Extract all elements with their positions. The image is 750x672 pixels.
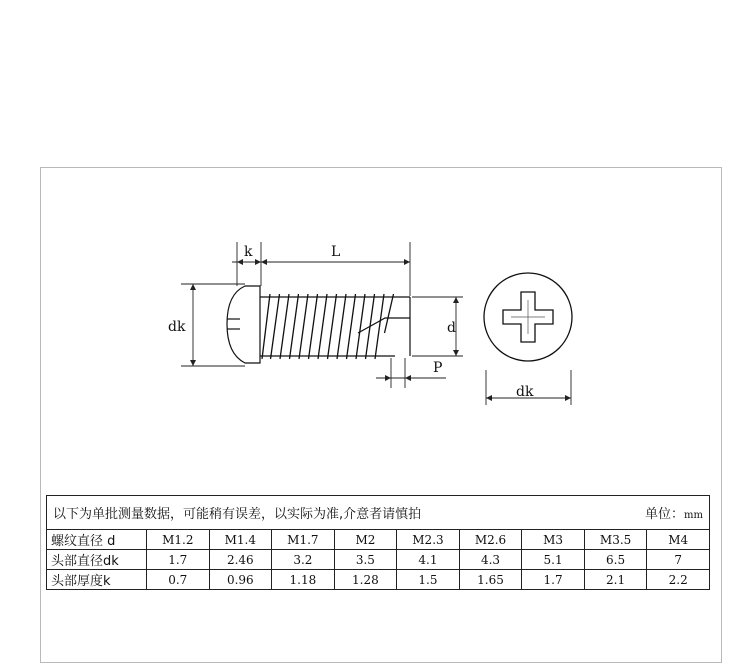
- thread-lines: [262, 294, 394, 359]
- table-cell: 1.5: [397, 570, 460, 590]
- thread-line: [375, 294, 384, 359]
- thread-line: [309, 294, 318, 359]
- table-cell: M3.5: [584, 530, 647, 550]
- table-row: [47, 570, 710, 590]
- table-cell: 1.7: [147, 550, 210, 570]
- thread-line: [337, 294, 346, 359]
- table-cell: 6.5: [584, 550, 647, 570]
- row-label: 头部直径dk: [47, 550, 147, 570]
- table-cell: 2.46: [209, 550, 272, 570]
- table-cell: 7: [647, 550, 710, 570]
- table-cell: 4.1: [397, 550, 460, 570]
- unit-label: 单位：mm: [645, 507, 703, 522]
- dimension-label-L: L: [331, 244, 341, 260]
- table-cell: 5.1: [522, 550, 585, 570]
- thread-line: [299, 294, 308, 359]
- dimension-label-dk-left: dk: [168, 319, 186, 335]
- measurement-note: 以下为单批测量数据，可能稍有误差，以实际为准,介意者请慎拍: [53, 507, 422, 522]
- table-cell: M2.6: [459, 530, 522, 550]
- thread-line: [290, 294, 299, 359]
- table-cell: 0.96: [209, 570, 272, 590]
- table-cell: 1.18: [272, 570, 335, 590]
- table-cell: M3: [522, 530, 585, 550]
- thread-line: [271, 294, 280, 359]
- table-cell: M1.2: [147, 530, 210, 550]
- thread-line: [385, 294, 394, 333]
- thread-line: [347, 294, 356, 359]
- table-cell: M2: [334, 530, 397, 550]
- thread-line: [280, 294, 289, 359]
- dimension-label-dk-right: dk: [516, 384, 534, 400]
- table-cell: M4: [647, 530, 710, 550]
- table-cell: 0.7: [147, 570, 210, 590]
- table-cell: 2.1: [584, 570, 647, 590]
- table-cell: 1.65: [459, 570, 522, 590]
- size-specification-table: [46, 495, 710, 590]
- thread-line: [318, 294, 327, 359]
- table-note-cell: [47, 496, 710, 530]
- table-cell: 1.7: [522, 570, 585, 590]
- thread-line: [356, 294, 365, 359]
- thread-line: [262, 294, 270, 359]
- thread-line: [366, 294, 375, 359]
- table-cell: M1.7: [272, 530, 335, 550]
- table-cell: M2.3: [397, 530, 460, 550]
- dimension-label-p: P: [433, 360, 443, 376]
- table-cell: M1.4: [209, 530, 272, 550]
- table-cell: 2.2: [647, 570, 710, 590]
- table-cell: 3.5: [334, 550, 397, 570]
- screw-head-outline: [227, 286, 260, 363]
- row-label: 头部厚度k: [47, 570, 147, 590]
- table-note-row: [47, 496, 710, 530]
- table-cell: 3.2: [272, 550, 335, 570]
- thread-cutaway: [358, 318, 410, 333]
- table-cell: 1.28: [334, 570, 397, 590]
- table-cell: 4.3: [459, 550, 522, 570]
- table-row: [47, 550, 710, 570]
- table-row: [47, 530, 710, 550]
- dimension-label-k: k: [244, 244, 253, 260]
- row-label: 螺纹直径 d: [47, 530, 147, 550]
- thread-line: [328, 294, 337, 359]
- dimension-label-d: d: [447, 320, 456, 336]
